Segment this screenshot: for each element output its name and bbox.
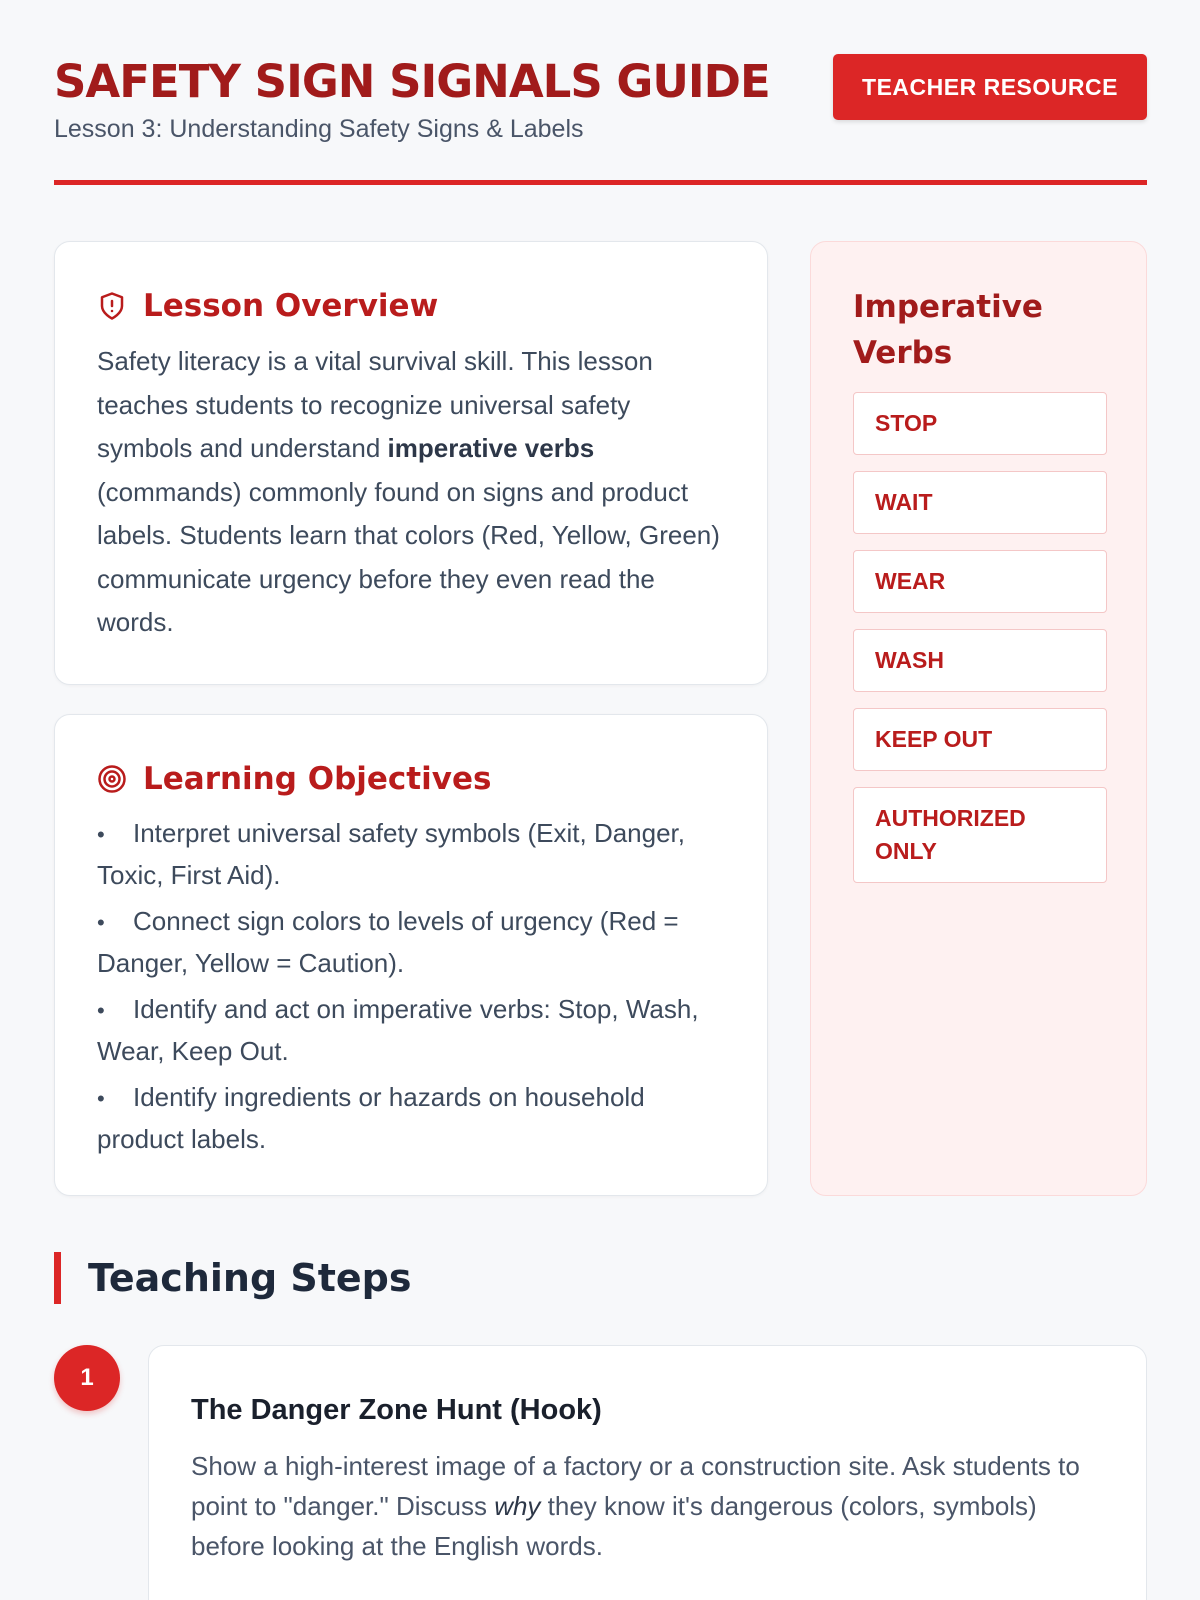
objective-item bbox=[97, 901, 725, 983]
overview-text-part: (commands) commonly found on signs and product labels. Students learn that colors (Red, Yellow, Green) communicate urgency before they even read the words. bbox=[97, 476, 720, 637]
objective-text: Connect sign colors to levels of urgency (Red = Danger, Yellow = Caution). bbox=[97, 906, 679, 978]
step-title: The Danger Zone Hunt (Hook) bbox=[191, 1394, 602, 1426]
verb-item-keep-out: KEEP OUT bbox=[853, 708, 1107, 771]
header-divider bbox=[54, 180, 1147, 185]
overview-text-part: Safety literacy is a vital survival skill. This lesson teaches students to recognize universal safety symbols and understand bbox=[97, 346, 653, 463]
objective-text: Identify and act on imperative verbs: Stop, Wash, Wear, Keep Out. bbox=[97, 994, 699, 1066]
teaching-steps-heading: Teaching Steps bbox=[54, 1252, 412, 1304]
objective-item bbox=[97, 989, 725, 1071]
learning-objectives-title: Learning Objectives bbox=[143, 761, 492, 797]
objective-item bbox=[97, 813, 725, 895]
page-subtitle: Lesson 3: Understanding Safety Signs & Labels bbox=[54, 115, 584, 143]
step-text-part: Show a high-interest image of a factory or a construction site. Ask students to point to "danger." Discuss bbox=[191, 1451, 1080, 1521]
bullet-icon: • bbox=[97, 910, 105, 935]
teacher-resource-badge: TEACHER RESOURCE bbox=[833, 54, 1147, 120]
step-text-part: they know it's dangerous (colors, symbols) before looking at the English words. bbox=[191, 1491, 1037, 1561]
teaching-step-card bbox=[148, 1345, 1147, 1600]
lesson-overview-title: Lesson Overview bbox=[143, 288, 439, 324]
page-header bbox=[54, 52, 1147, 144]
objective-item bbox=[97, 1077, 725, 1159]
lesson-overview-heading bbox=[97, 286, 725, 326]
shield-alert-icon bbox=[97, 291, 127, 321]
verb-item-authorized-only: AUTHORIZED ONLY bbox=[853, 787, 1107, 883]
bullet-icon: • bbox=[97, 1086, 105, 1111]
learning-objectives-heading bbox=[97, 759, 725, 799]
step-number-badge: 1 bbox=[54, 1345, 120, 1411]
objective-text: Interpret universal safety symbols (Exit, Danger, Toxic, First Aid). bbox=[97, 818, 686, 890]
overview-text-bold: imperative verbs bbox=[387, 433, 595, 463]
step-text-italic: why bbox=[494, 1491, 541, 1521]
imperative-verbs-panel bbox=[810, 241, 1147, 1196]
target-icon bbox=[97, 764, 127, 794]
bullet-icon: • bbox=[97, 998, 105, 1023]
learning-objectives-card bbox=[54, 714, 768, 1196]
step-description bbox=[191, 1446, 1104, 1566]
verb-item-stop: STOP bbox=[853, 392, 1107, 455]
objective-text: Identify ingredients or hazards on household product labels. bbox=[97, 1082, 645, 1154]
verb-item-wait: WAIT bbox=[853, 471, 1107, 534]
page-title: SAFETY SIGN SIGNALS GUIDE bbox=[54, 55, 770, 108]
verb-item-wear: WEAR bbox=[853, 550, 1107, 613]
bullet-icon: • bbox=[97, 822, 105, 847]
objectives-list bbox=[97, 813, 725, 1159]
imperative-verbs-heading: Imperative Verbs bbox=[853, 289, 1043, 371]
verb-item-wash: WASH bbox=[853, 629, 1107, 692]
lesson-overview-text bbox=[97, 340, 725, 645]
lesson-overview-card bbox=[54, 241, 768, 685]
